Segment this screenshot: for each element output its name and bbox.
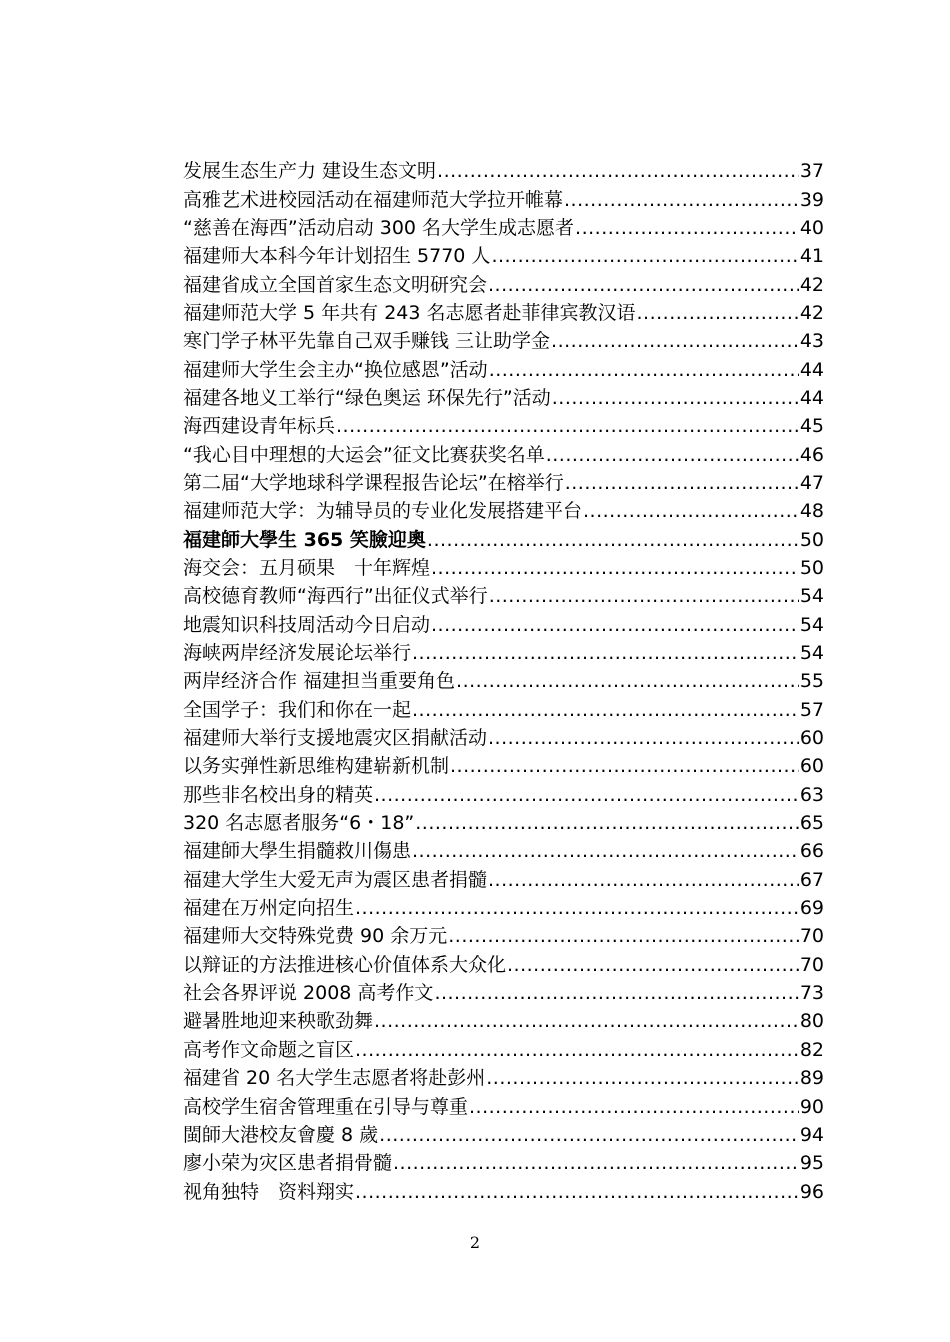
dot-leader: [412, 639, 799, 667]
dot-leader: [491, 242, 798, 270]
toc-entry-page: 70: [799, 925, 824, 948]
toc-entry[interactable]: [183, 1007, 824, 1035]
toc-entry-page: 63: [799, 783, 824, 806]
toc-entry[interactable]: [183, 327, 824, 355]
dot-leader: [637, 299, 799, 327]
toc-entry-page: 50: [799, 528, 824, 551]
toc-entry[interactable]: [183, 554, 824, 582]
toc-entry[interactable]: [183, 412, 824, 440]
toc-entry-page: 54: [799, 642, 824, 665]
dot-leader: [488, 866, 799, 894]
dot-leader: [575, 214, 799, 242]
toc-entry-title: “慈善在海西”活动启动 300 名大学生成志愿者: [183, 216, 575, 239]
toc-entry[interactable]: [183, 639, 824, 667]
toc-entry-page: 37: [799, 160, 824, 183]
toc-entry-title: 全国学子：我们和你在一起: [183, 698, 412, 721]
dot-leader: [374, 1007, 799, 1035]
dot-leader: [552, 384, 799, 412]
toc-entry-title: 福建师大举行支援地震灾区捐献活动: [183, 727, 488, 750]
toc-entry-title: 海峡两岸经济发展论坛举行: [183, 642, 412, 665]
toc-entry-page: 69: [799, 897, 824, 920]
dot-leader: [355, 1178, 799, 1206]
dot-leader: [507, 951, 799, 979]
toc-entry-title: 福建师大本科今年计划招生 5770 人: [183, 245, 491, 268]
dot-leader: [431, 554, 799, 582]
toc-entry-title: 以辩证的方法推进核心价值体系大众化: [183, 953, 507, 976]
toc-entry[interactable]: [183, 1064, 824, 1092]
dot-leader: [565, 469, 799, 497]
dot-leader: [434, 979, 798, 1007]
toc-entry-title: 福建省成立全国首家生态文明研究会: [183, 273, 488, 296]
dot-leader: [488, 724, 799, 752]
dot-leader: [450, 752, 799, 780]
toc-entry[interactable]: [183, 384, 824, 412]
toc-entry-title: 福建師大學生 365 笑臉迎奧: [183, 528, 426, 551]
toc-entry-page: 70: [799, 953, 824, 976]
toc-entry[interactable]: [183, 667, 824, 695]
dot-leader: [564, 186, 799, 214]
toc-entry[interactable]: [183, 894, 824, 922]
toc-entry-title: 福建師大學生捐髓救川傷患: [183, 840, 412, 863]
page-number: 2: [469, 1233, 481, 1252]
dot-leader: [448, 922, 799, 950]
dot-leader: [551, 327, 799, 355]
toc-entry[interactable]: [183, 157, 824, 185]
toc-entry-page: 65: [799, 812, 824, 835]
toc-entry-title: 閩師大港校友會慶 8 歲: [183, 1123, 379, 1146]
toc-entry[interactable]: [183, 582, 824, 610]
toc-entry[interactable]: [183, 752, 824, 780]
toc-entry-title: 高校学生宿舍管理重在引导与尊重: [183, 1095, 469, 1118]
dot-leader: [469, 1093, 799, 1121]
toc-entry-page: 89: [799, 1067, 824, 1090]
toc-entry-title: 地震知识科技周活动今日启动: [183, 613, 431, 636]
toc-entry-page: 45: [799, 415, 824, 438]
toc-entry[interactable]: [183, 724, 824, 752]
toc-entry-title: 高考作文命题之盲区: [183, 1038, 355, 1061]
toc-entry-page: 94: [799, 1123, 824, 1146]
toc-entry-page: 54: [799, 585, 824, 608]
dot-leader: [489, 582, 799, 610]
toc-entry-page: 90: [799, 1095, 824, 1118]
toc-entry-title: 福建师大学生会主办“换位感恩”活动: [183, 358, 488, 381]
toc-entry-title: 福建师大交特殊党费 90 余万元: [183, 925, 448, 948]
toc-entry[interactable]: [183, 781, 824, 809]
toc-entry[interactable]: [183, 440, 824, 468]
toc-entry-page: 44: [799, 386, 824, 409]
toc-entry-page: 95: [799, 1152, 824, 1175]
dot-leader: [427, 526, 799, 554]
dot-leader: [583, 497, 799, 525]
toc-entry[interactable]: [183, 497, 824, 525]
toc-entry-page: 82: [799, 1038, 824, 1061]
toc-entry-page: 73: [799, 982, 824, 1005]
toc-entry[interactable]: [183, 355, 824, 383]
toc-entry-title: 福建大学生大爱无声为震区患者捐髓: [183, 868, 488, 891]
toc-entry-page: 66: [799, 840, 824, 863]
toc-entry[interactable]: [183, 611, 824, 639]
toc-entry[interactable]: [183, 866, 824, 894]
toc-entry-page: 67: [799, 868, 824, 891]
toc-entry-page: 50: [799, 556, 824, 579]
toc-entry-page: 54: [799, 613, 824, 636]
toc-entry-title: 高校德育教师“海西行”出征仪式举行: [183, 585, 488, 608]
toc-entry-page: 44: [799, 358, 824, 381]
toc-entry-title: 两岸经济合作 福建担当重要角色: [183, 670, 456, 693]
toc-entry[interactable]: [183, 1121, 824, 1149]
dot-leader: [489, 356, 799, 384]
toc-entry-title: “我心目中理想的大运会”征文比赛获奖名单: [183, 443, 545, 466]
toc-entry[interactable]: [183, 837, 824, 865]
toc-entry-title: 视角独特 资料翔实: [183, 1180, 355, 1203]
toc-entry[interactable]: [183, 214, 824, 242]
toc-entry-page: 55: [799, 670, 824, 693]
toc-entry[interactable]: [183, 696, 824, 724]
toc-entry[interactable]: [183, 809, 824, 837]
toc-entry-page: 96: [799, 1180, 824, 1203]
toc-entry-title: 福建师范大学：为辅导员的专业化发展搭建平台: [183, 500, 583, 523]
dot-leader: [456, 667, 799, 695]
toc-entry[interactable]: [183, 469, 824, 497]
toc-entry[interactable]: [183, 242, 824, 270]
toc-entry[interactable]: [183, 1149, 824, 1177]
toc-entry[interactable]: [183, 1092, 824, 1120]
dot-leader: [431, 611, 799, 639]
toc-entry-title: 那些非名校出身的精英: [183, 783, 374, 806]
dot-leader: [412, 837, 799, 865]
toc-entry-page: 80: [799, 1010, 824, 1033]
dot-leader: [437, 157, 799, 185]
dot-leader: [488, 271, 799, 299]
toc-entry-title: 福建省 20 名大学生志愿者将赴彭州: [183, 1067, 486, 1090]
toc-entry-title: 第二届“大学地球科学课程报告论坛”在榕举行: [183, 471, 564, 494]
toc-entry[interactable]: [183, 270, 824, 298]
toc-entry-page: 60: [799, 727, 824, 750]
toc-entry-title: 社会各界评说 2008 高考作文: [183, 982, 434, 1005]
toc-entry-title: 以务实弹性新思维构建崭新机制: [183, 755, 450, 778]
toc-entry[interactable]: [183, 1177, 824, 1205]
toc-entry[interactable]: [183, 922, 824, 950]
toc-entry-page: 41: [799, 245, 824, 268]
dot-leader: [355, 894, 799, 922]
toc-entry-page: 42: [799, 273, 824, 296]
toc-entry-title: 福建各地义工举行“绿色奥运 环保先行”活动: [183, 386, 551, 409]
dot-leader: [393, 1149, 799, 1177]
toc-entry-title: 廖小荣为灾区患者捐骨髓: [183, 1152, 393, 1175]
toc-entry-title: 福建师范大学 5 年共有 243 名志愿者赴菲律宾教汉语: [183, 301, 636, 324]
toc-entry-title: 发展生态生产力 建设生态文明: [183, 160, 437, 183]
toc-entry[interactable]: [183, 1036, 824, 1064]
toc-entry[interactable]: [183, 299, 824, 327]
toc-entry-page: 47: [799, 471, 824, 494]
toc-entry-title: 寒门学子林平先靠自己双手赚钱 三让助学金: [183, 330, 551, 353]
toc-entry-title: 福建在万州定向招生: [183, 897, 355, 920]
dot-leader: [336, 412, 799, 440]
toc-entry-page: 60: [799, 755, 824, 778]
dot-leader: [355, 1036, 799, 1064]
toc-entry[interactable]: [183, 185, 824, 213]
dot-leader: [379, 1121, 799, 1149]
dot-leader: [546, 441, 799, 469]
toc-entry[interactable]: [183, 979, 824, 1007]
toc-entry-page: 46: [799, 443, 824, 466]
toc-entry-title: 320 名志愿者服务“6・18”: [183, 812, 415, 835]
toc-entry-title: 避暑胜地迎来秧歌劲舞: [183, 1010, 374, 1033]
toc-entry-page: 40: [799, 216, 824, 239]
toc-entry-page: 43: [799, 330, 824, 353]
dot-leader: [415, 809, 799, 837]
toc-entry-title: 高雅艺术进校园活动在福建师范大学拉开帷幕: [183, 188, 564, 211]
toc-entry-title: 海交会：五月硕果 十年辉煌: [183, 556, 431, 579]
table-of-contents: [183, 157, 824, 1206]
toc-entry-title: 海西建设青年标兵: [183, 415, 336, 438]
toc-entry-page: 42: [799, 301, 824, 324]
toc-entry[interactable]: [183, 951, 824, 979]
toc-entry-page: 57: [799, 698, 824, 721]
toc-entry-page: 48: [799, 500, 824, 523]
toc-entry[interactable]: [183, 525, 824, 553]
dot-leader: [486, 1064, 799, 1092]
dot-leader: [412, 696, 799, 724]
dot-leader: [374, 781, 799, 809]
toc-entry-page: 39: [799, 188, 824, 211]
